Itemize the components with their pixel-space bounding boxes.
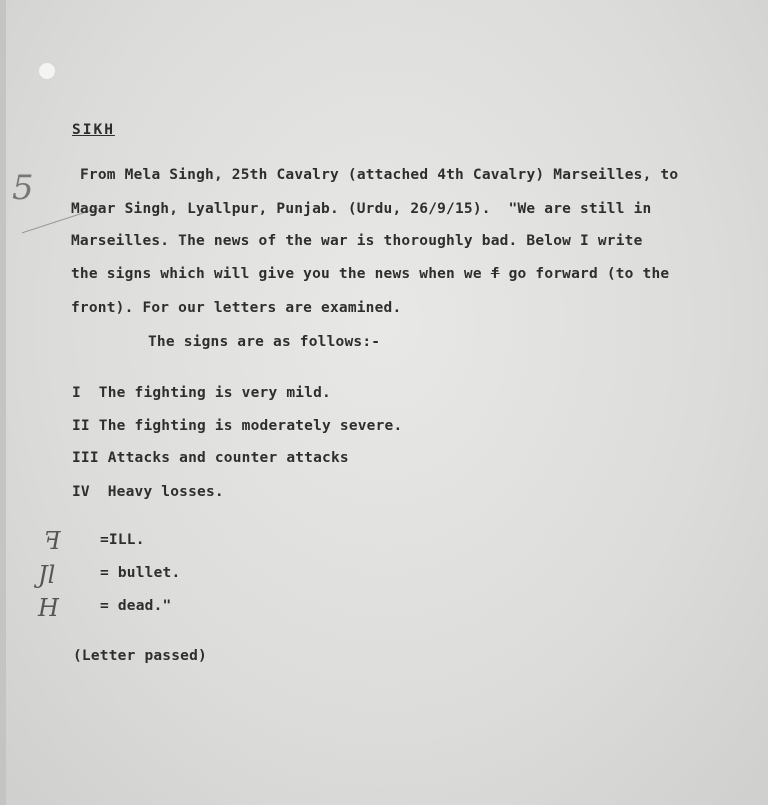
footer-note: (Letter passed) [73,648,207,664]
paragraph-line-5: front). For our letters are examined. [71,300,402,316]
symbol-meaning-dead: = dead." [100,598,172,614]
symbol-glyph-bullet: Jl [38,561,56,589]
paragraph-line-4 [71,266,669,282]
symbol-glyph-dead: H [38,594,59,622]
paragraph-line-2: Magar Singh, Lyallpur, Punjab. (Urdu, 26/9/15). "We are still in [71,201,652,217]
paragraph-line-4-start: the signs which will give you the news when we [71,266,482,282]
symbol-meaning-ill: =ILL. [100,532,145,548]
paragraph-line-4-end: go forward (to the [508,266,670,282]
paragraph-line-3: Marseilles. The news of the war is thoroughly bad. Below I write [71,233,643,249]
heading: SIKH [72,122,115,138]
symbol-meaning-bullet: = bullet. [100,565,181,581]
signs-intro: The signs are as follows:- [148,334,381,350]
paragraph-line-1: From Mela Singh, 25th Cavalry (attached 4th Cavalry) Marseilles, to [80,167,679,183]
sign-item-2: II The fighting is moderately severe. [72,418,403,434]
struck-letter: f [490,266,500,282]
symbol-glyph-ill: ꟻ [44,527,61,555]
sign-item-4: IV Heavy losses. [72,484,224,500]
sign-item-3: III Attacks and counter attacks [72,450,349,466]
margin-number: 5 [12,168,34,208]
page-edge [0,0,6,805]
sign-item-1: I The fighting is very mild. [72,385,331,401]
punch-hole [39,63,55,79]
